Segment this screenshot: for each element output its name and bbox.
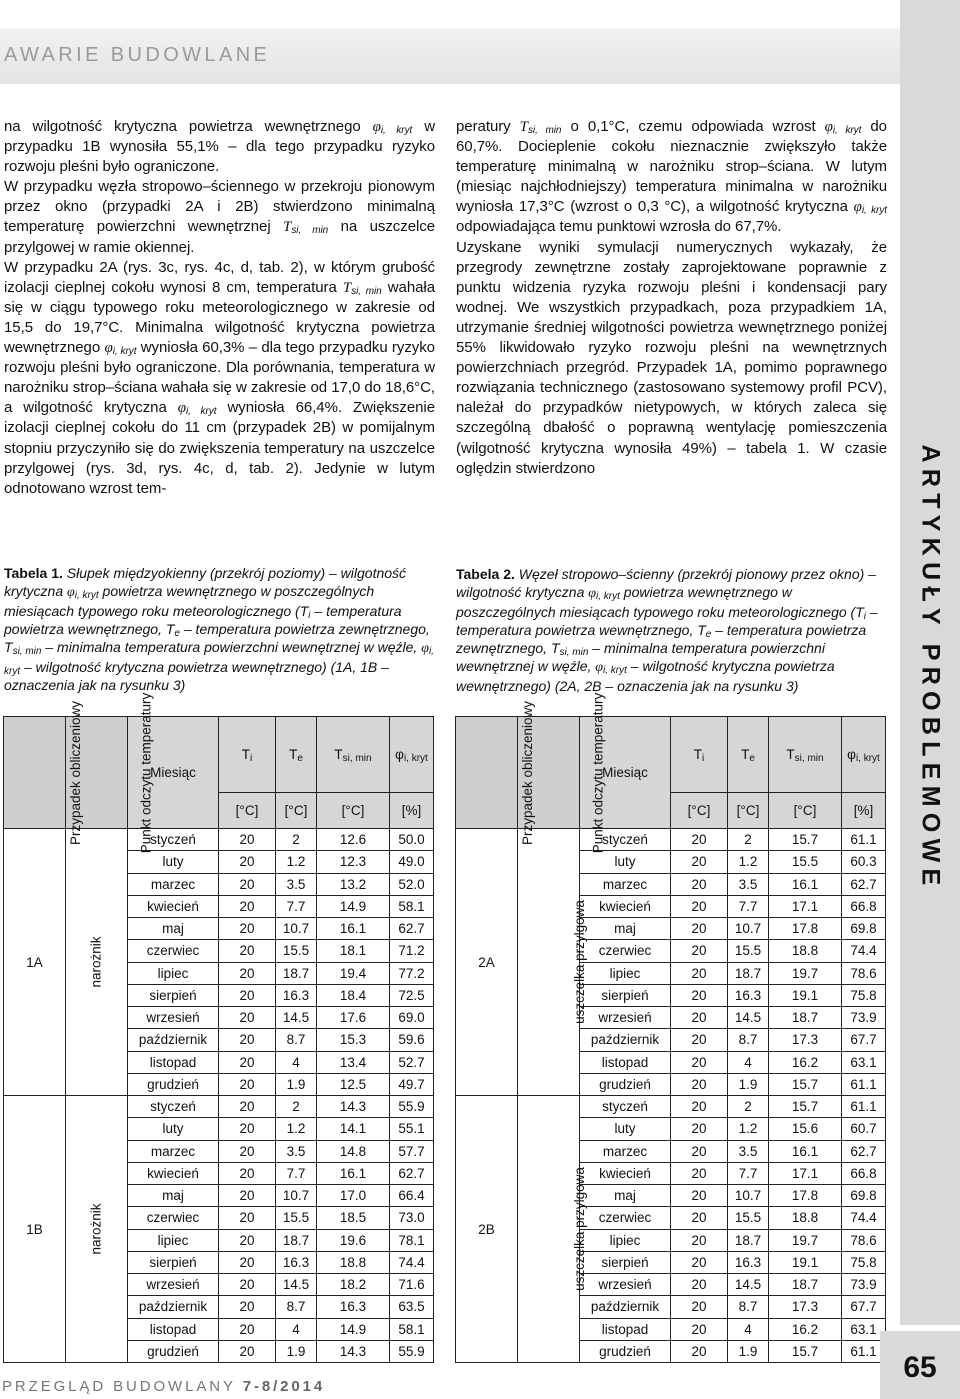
- header-symbol: $\varphi_{i, kryt}$: [390, 717, 434, 793]
- case-cell: 1B: [4, 1096, 66, 1363]
- value-cell: 8.7: [728, 1296, 769, 1318]
- value-cell: 16.3: [276, 1251, 317, 1273]
- case-cell: 2B: [456, 1096, 518, 1363]
- table2-caption: Tabela 2. Węzeł stropowo–ścienny (przekrój pionowy przez okno) – wilgotność krytyczna $\varphi_{i, kryt}$ powietrza wewnętrznego w poszczególnych miesiącach typowego roku meteorologicznego ($T_i$ – temperatura powietrza wewnętrznego, $T_e$ – temperatura powietrza zewnętrznego, $T_{si, min}$ – minimalna temperatura powierzchni wewnętrznej w węźle, $\varphi_{i, kryt}$ – wilgotność krytyczna powietrza wewnętrznego) (2A, 2B – oznaczenia jak na rysunku 3): [456, 566, 878, 694]
- month-cell: kwiecień: [580, 895, 671, 917]
- month-cell: marzec: [580, 873, 671, 895]
- value-cell: 20: [671, 1118, 728, 1140]
- value-cell: 18.7: [276, 962, 317, 984]
- value-cell: 20: [671, 873, 728, 895]
- value-cell: 20: [219, 895, 276, 917]
- value-cell: 20: [671, 1051, 728, 1073]
- month-cell: lipiec: [128, 962, 219, 984]
- section-title: AWARIE BUDOWLANE: [4, 44, 271, 66]
- value-cell: 16.1: [769, 873, 842, 895]
- month-cell: marzec: [580, 1140, 671, 1162]
- value-cell: 63.5: [390, 1296, 434, 1318]
- value-cell: 20: [671, 962, 728, 984]
- page-number: 65: [880, 1331, 960, 1399]
- value-cell: 19.7: [769, 1229, 842, 1251]
- value-cell: 18.7: [728, 1229, 769, 1251]
- point-cell: uszczelka przylgowa: [518, 829, 580, 1096]
- value-cell: 60.3: [842, 851, 886, 873]
- value-cell: 18.1: [317, 940, 390, 962]
- value-cell: 75.8: [842, 1251, 886, 1273]
- value-cell: 66.8: [842, 895, 886, 917]
- value-cell: 16.2: [769, 1051, 842, 1073]
- value-cell: 19.6: [317, 1229, 390, 1251]
- value-cell: 78.6: [842, 1229, 886, 1251]
- month-cell: październik: [580, 1029, 671, 1051]
- value-cell: 15.5: [728, 1207, 769, 1229]
- value-cell: 62.7: [390, 1162, 434, 1184]
- value-cell: 12.3: [317, 851, 390, 873]
- value-cell: 71.2: [390, 940, 434, 962]
- value-cell: 4: [276, 1318, 317, 1340]
- value-cell: 20: [671, 984, 728, 1006]
- value-cell: 20: [671, 940, 728, 962]
- value-cell: 17.3: [769, 1296, 842, 1318]
- value-cell: 7.7: [276, 1162, 317, 1184]
- value-cell: 19.4: [317, 962, 390, 984]
- value-cell: 61.1: [842, 1096, 886, 1118]
- month-cell: listopad: [580, 1051, 671, 1073]
- value-cell: 20: [671, 1296, 728, 1318]
- value-cell: 20: [219, 1029, 276, 1051]
- value-cell: 17.1: [769, 1162, 842, 1184]
- value-cell: 61.1: [842, 829, 886, 851]
- value-cell: 1.2: [276, 1118, 317, 1140]
- month-cell: październik: [128, 1296, 219, 1318]
- value-cell: 14.5: [276, 1007, 317, 1029]
- value-cell: 58.1: [390, 1318, 434, 1340]
- month-cell: marzec: [128, 1140, 219, 1162]
- value-cell: 69.8: [842, 918, 886, 940]
- value-cell: 20: [671, 829, 728, 851]
- month-cell: listopad: [128, 1318, 219, 1340]
- value-cell: 7.7: [276, 895, 317, 917]
- month-cell: listopad: [128, 1051, 219, 1073]
- value-cell: 58.1: [390, 895, 434, 917]
- value-cell: 15.5: [276, 940, 317, 962]
- header-unit: [°C]: [769, 793, 842, 829]
- value-cell: 20: [219, 1118, 276, 1140]
- header-symbol: $\varphi_{i, kryt}$: [842, 717, 886, 793]
- value-cell: 8.7: [728, 1029, 769, 1051]
- header-point: Punkt odczytu temperatury: [590, 692, 606, 853]
- header-month: Miesiąc: [150, 765, 196, 780]
- value-cell: 20: [219, 940, 276, 962]
- value-cell: 73.9: [842, 1007, 886, 1029]
- value-cell: 73.0: [390, 1207, 434, 1229]
- value-cell: 15.7: [769, 829, 842, 851]
- month-cell: lipiec: [580, 962, 671, 984]
- month-cell: kwiecień: [128, 895, 219, 917]
- value-cell: 62.7: [842, 1140, 886, 1162]
- table-row: [456, 1096, 886, 1118]
- value-cell: 14.5: [728, 1007, 769, 1029]
- value-cell: 20: [219, 1162, 276, 1184]
- value-cell: 20: [219, 1185, 276, 1207]
- value-cell: 7.7: [728, 895, 769, 917]
- value-cell: 60.7: [842, 1118, 886, 1140]
- header-unit: [°C]: [317, 793, 390, 829]
- month-cell: kwiecień: [128, 1162, 219, 1184]
- value-cell: 77.2: [390, 962, 434, 984]
- value-cell: 1.2: [276, 851, 317, 873]
- month-cell: czerwiec: [128, 940, 219, 962]
- value-cell: 1.9: [728, 1073, 769, 1095]
- value-cell: 67.7: [842, 1296, 886, 1318]
- header-case: Przypadek obliczeniowy: [520, 700, 536, 845]
- value-cell: 17.1: [769, 895, 842, 917]
- value-cell: 16.3: [276, 984, 317, 1006]
- value-cell: 74.4: [842, 1207, 886, 1229]
- value-cell: 15.5: [769, 851, 842, 873]
- value-cell: 3.5: [276, 1140, 317, 1162]
- paragraph: na wilgotność krytyczna powietrza wewnętrznego $\varphi_{i, kryt}$ w przypadku 1B wynosiła 55,1% – dla tego przypadku ryzyko rozwoju pleśni było ograniczone.: [4, 118, 435, 176]
- month-cell: wrzesień: [128, 1007, 219, 1029]
- paragraph: Uzyskane wyniki symulacji numerycznych wykazały, że przegrody zewnętrzne zostały zaprojektowane poprawnie z punktu widzenia ryzyka rozwoju pleśni i kondensacji pary wodnej. We wszystkich przypadkach, poza przypadkiem 1A, utrzymanie średniej wilgotności powietrza wewnętrznego poniżej 55% likwidowało ryzyko rozwoju pleśni na wewnętrznych powierzchniach przegród. Przypadek 1A, pomimo poprawnego rozwiązania technicznego (zastosowano systemowy profil PCV), należał do przypadków nietypowych, w których zaleca się szczególną dbałość o poprawną wentylację pomieszczenia (wilgotność krytyczna wynosiła 49%) – tabela 1. W czasie oględzin stwierdzono: [456, 238, 887, 477]
- value-cell: 20: [671, 918, 728, 940]
- month-cell: styczeń: [128, 1096, 219, 1118]
- value-cell: 7.7: [728, 1162, 769, 1184]
- value-cell: 13.4: [317, 1051, 390, 1073]
- month-cell: listopad: [580, 1318, 671, 1340]
- value-cell: 15.5: [276, 1207, 317, 1229]
- value-cell: 20: [219, 1229, 276, 1251]
- value-cell: 15.6: [769, 1118, 842, 1140]
- left-column: [4, 117, 435, 499]
- value-cell: 1.9: [276, 1340, 317, 1362]
- value-cell: 18.2: [317, 1274, 390, 1296]
- paragraph: W przypadku węzła stropowo–ściennego w przekroju pionowym przez okno (przypadki 2A i 2B) stwierdzono minimalną temperaturę powierzchni wewnętrznej $T_{si, min}$ na uszczelce przylgowej w ramie okiennej.: [4, 178, 436, 256]
- value-cell: 71.6: [390, 1274, 434, 1296]
- value-cell: 1.9: [728, 1340, 769, 1362]
- value-cell: 55.9: [390, 1340, 434, 1362]
- table2: [455, 692, 886, 1363]
- value-cell: 18.8: [769, 940, 842, 962]
- value-cell: 10.7: [276, 1185, 317, 1207]
- case-cell: 2A: [456, 829, 518, 1096]
- value-cell: 59.6: [390, 1029, 434, 1051]
- header-unit: [°C]: [219, 793, 276, 829]
- value-cell: 16.2: [769, 1318, 842, 1340]
- value-cell: 20: [219, 1274, 276, 1296]
- header-symbol: $T_e$: [276, 717, 317, 793]
- month-cell: wrzesień: [580, 1274, 671, 1296]
- value-cell: 20: [671, 895, 728, 917]
- value-cell: 14.5: [728, 1274, 769, 1296]
- value-cell: 16.1: [317, 1162, 390, 1184]
- value-cell: 1.2: [728, 1118, 769, 1140]
- value-cell: 20: [219, 851, 276, 873]
- value-cell: 20: [671, 1007, 728, 1029]
- value-cell: 20: [671, 1274, 728, 1296]
- month-cell: październik: [128, 1029, 219, 1051]
- month-cell: grudzień: [128, 1340, 219, 1362]
- value-cell: 49.7: [390, 1073, 434, 1095]
- value-cell: 14.3: [317, 1340, 390, 1362]
- value-cell: 20: [219, 1340, 276, 1362]
- value-cell: 2: [276, 829, 317, 851]
- value-cell: 20: [219, 1318, 276, 1340]
- value-cell: 20: [671, 1207, 728, 1229]
- month-cell: sierpień: [580, 1251, 671, 1273]
- value-cell: 20: [219, 1096, 276, 1118]
- value-cell: 66.4: [390, 1185, 434, 1207]
- header-unit: [%]: [842, 793, 886, 829]
- value-cell: 67.7: [842, 1029, 886, 1051]
- value-cell: 20: [671, 1185, 728, 1207]
- value-cell: 49.0: [390, 851, 434, 873]
- month-cell: styczeń: [580, 1096, 671, 1118]
- value-cell: 15.7: [769, 1340, 842, 1362]
- value-cell: 3.5: [728, 1140, 769, 1162]
- header-symbol: $T_i$: [219, 717, 276, 793]
- value-cell: 20: [671, 1251, 728, 1273]
- value-cell: 63.1: [842, 1051, 886, 1073]
- value-cell: 18.8: [317, 1251, 390, 1273]
- value-cell: 50.0: [390, 829, 434, 851]
- paragraph: W przypadku 2A (rys. 3c, rys. 4c, d, tab. 2), w którym grubość izolacji cieplnej cokołu wynosi 8 cm, temperatura $T_{si, min}$ wahała się w ciągu typowego roku meteorologicznego w zakresie od 15,5 do 19,7°C. Minimalna wilgotność krytyczna powietrza wewnętrznego $\varphi_{i, kryt}$ wyniosła 60,3% – dla tego przypadku ryzyko rozwoju pleśni było ograniczone. Dla porównania, temperatura w narożniku strop–ściana wahała się w zakresie od 17,0 do 18,6°C, a wilgotność krytyczna $\varphi_{i, kryt}$ wyniosła 66,4%. Zwiększenie izolacji cieplnej cokołu do 11 cm (przypadek 2B) w pomijalnym stopniu przyczyniło się do zwiększenia temperatury na uszczelce przylgowej (rys. 3d, rys. 4c, d, tab. 2). Jedynie w lutym odnotowano wzrost tem-: [4, 258, 435, 497]
- value-cell: 16.3: [317, 1296, 390, 1318]
- value-cell: 10.7: [728, 918, 769, 940]
- value-cell: 52.7: [390, 1051, 434, 1073]
- value-cell: 10.7: [276, 918, 317, 940]
- value-cell: 14.1: [317, 1118, 390, 1140]
- value-cell: 2: [728, 1096, 769, 1118]
- month-cell: czerwiec: [580, 940, 671, 962]
- value-cell: 73.9: [842, 1274, 886, 1296]
- value-cell: 18.4: [317, 984, 390, 1006]
- value-cell: 20: [671, 1140, 728, 1162]
- table-row: [4, 1096, 434, 1118]
- value-cell: 17.3: [769, 1029, 842, 1051]
- table1: [3, 692, 434, 1363]
- month-cell: grudzień: [580, 1340, 671, 1362]
- value-cell: 4: [728, 1051, 769, 1073]
- value-cell: 20: [219, 984, 276, 1006]
- month-cell: lipiec: [128, 1229, 219, 1251]
- value-cell: 72.5: [390, 984, 434, 1006]
- value-cell: 78.1: [390, 1229, 434, 1251]
- value-cell: 2: [276, 1096, 317, 1118]
- month-cell: grudzień: [580, 1073, 671, 1095]
- header-symbol: $T_i$: [671, 717, 728, 793]
- value-cell: 20: [219, 1140, 276, 1162]
- footer-journal: PRZEGLĄD BUDOWLANY 7-8/2014: [2, 1378, 326, 1395]
- value-cell: 16.3: [728, 984, 769, 1006]
- month-cell: sierpień: [128, 1251, 219, 1273]
- paragraph: peratury $T_{si, min}$ o 0,1°C, czemu odpowiada wzrost $\varphi_{i, kryt}$ do 60,7%. Docieplenie cokołu nieznacznie zwiększyło także temperaturę minimalną w narożniku strop–ściana. W lutym (miesiąc najchłodniejszy) temperatura minimalna w narożniku wyniosła 17,3°C (wzrost o 0,3 °C), a wilgotność krytyczna $\varphi_{i, kryt}$ odpowiadająca temu punktowi wzrosła do 67,7%.: [456, 118, 887, 236]
- value-cell: 18.7: [276, 1229, 317, 1251]
- value-cell: 13.2: [317, 873, 390, 895]
- value-cell: 12.6: [317, 829, 390, 851]
- value-cell: 2: [728, 829, 769, 851]
- value-cell: 20: [219, 873, 276, 895]
- value-cell: 61.1: [842, 1073, 886, 1095]
- value-cell: 20: [671, 1162, 728, 1184]
- value-cell: 55.1: [390, 1118, 434, 1140]
- value-cell: 78.6: [842, 962, 886, 984]
- sidebar-label: ARTYKUŁY PROBLEMOWE: [916, 444, 945, 892]
- value-cell: 18.7: [769, 1274, 842, 1296]
- right-column: [456, 117, 887, 479]
- value-cell: 19.7: [769, 962, 842, 984]
- month-cell: luty: [580, 1118, 671, 1140]
- value-cell: 62.7: [842, 873, 886, 895]
- value-cell: 20: [219, 918, 276, 940]
- header-symbol: $T_{si, min}$: [769, 717, 842, 793]
- value-cell: 20: [671, 1096, 728, 1118]
- value-cell: 74.4: [390, 1251, 434, 1273]
- month-cell: maj: [580, 918, 671, 940]
- value-cell: 8.7: [276, 1296, 317, 1318]
- month-cell: czerwiec: [580, 1207, 671, 1229]
- value-cell: 16.3: [728, 1251, 769, 1273]
- header-month: Miesiąc: [602, 765, 648, 780]
- month-cell: styczeń: [128, 829, 219, 851]
- month-cell: październik: [580, 1296, 671, 1318]
- value-cell: 12.5: [317, 1073, 390, 1095]
- value-cell: 15.3: [317, 1029, 390, 1051]
- value-cell: 18.5: [317, 1207, 390, 1229]
- value-cell: 17.8: [769, 1185, 842, 1207]
- month-cell: luty: [128, 851, 219, 873]
- month-cell: maj: [128, 1185, 219, 1207]
- point-cell: narożnik: [66, 829, 128, 1096]
- value-cell: 57.7: [390, 1140, 434, 1162]
- value-cell: 20: [219, 1007, 276, 1029]
- value-cell: 14.5: [276, 1274, 317, 1296]
- value-cell: 61.1: [842, 1340, 886, 1362]
- header-unit: [°C]: [276, 793, 317, 829]
- month-cell: maj: [580, 1185, 671, 1207]
- value-cell: 17.8: [769, 918, 842, 940]
- value-cell: 20: [219, 1051, 276, 1073]
- header-row: [456, 717, 886, 793]
- header-unit: [°C]: [671, 793, 728, 829]
- month-cell: marzec: [128, 873, 219, 895]
- value-cell: 20: [219, 829, 276, 851]
- value-cell: 69.0: [390, 1007, 434, 1029]
- header-point: Punkt odczytu temperatury: [138, 692, 154, 853]
- value-cell: 20: [219, 962, 276, 984]
- value-cell: 1.2: [728, 851, 769, 873]
- value-cell: 10.7: [728, 1185, 769, 1207]
- month-cell: sierpień: [128, 984, 219, 1006]
- month-cell: sierpień: [580, 984, 671, 1006]
- header-unit: [%]: [390, 793, 434, 829]
- value-cell: 20: [219, 1251, 276, 1273]
- value-cell: 4: [276, 1051, 317, 1073]
- value-cell: 18.7: [728, 962, 769, 984]
- month-cell: czerwiec: [128, 1207, 219, 1229]
- value-cell: 20: [219, 1207, 276, 1229]
- month-cell: styczeń: [580, 829, 671, 851]
- month-cell: luty: [580, 851, 671, 873]
- value-cell: 1.9: [276, 1073, 317, 1095]
- value-cell: 15.7: [769, 1073, 842, 1095]
- value-cell: 20: [671, 1229, 728, 1251]
- value-cell: 20: [671, 1029, 728, 1051]
- value-cell: 55.9: [390, 1096, 434, 1118]
- value-cell: 18.8: [769, 1207, 842, 1229]
- value-cell: 14.8: [317, 1140, 390, 1162]
- point-cell: narożnik: [66, 1096, 128, 1363]
- value-cell: 19.1: [769, 1251, 842, 1273]
- month-cell: lipiec: [580, 1229, 671, 1251]
- value-cell: 4: [728, 1318, 769, 1340]
- value-cell: 19.1: [769, 984, 842, 1006]
- value-cell: 62.7: [390, 918, 434, 940]
- month-cell: wrzesień: [580, 1007, 671, 1029]
- value-cell: 66.8: [842, 1162, 886, 1184]
- value-cell: 69.8: [842, 1185, 886, 1207]
- value-cell: 18.7: [769, 1007, 842, 1029]
- point-cell: uszczelka przylgowa: [518, 1096, 580, 1363]
- value-cell: 20: [219, 1296, 276, 1318]
- value-cell: 52.0: [390, 873, 434, 895]
- header-row: [4, 717, 434, 793]
- value-cell: 20: [671, 1073, 728, 1095]
- value-cell: 75.8: [842, 984, 886, 1006]
- value-cell: 3.5: [728, 873, 769, 895]
- month-cell: kwiecień: [580, 1162, 671, 1184]
- header-symbol: $T_{si, min}$: [317, 717, 390, 793]
- value-cell: 17.6: [317, 1007, 390, 1029]
- value-cell: 16.1: [317, 918, 390, 940]
- value-cell: 17.0: [317, 1185, 390, 1207]
- value-cell: 20: [671, 851, 728, 873]
- value-cell: 74.4: [842, 940, 886, 962]
- value-cell: 63.1: [842, 1318, 886, 1340]
- value-cell: 20: [671, 1340, 728, 1362]
- header-case: Przypadek obliczeniowy: [68, 700, 84, 845]
- value-cell: 20: [671, 1318, 728, 1340]
- month-cell: wrzesień: [128, 1274, 219, 1296]
- table1-caption: Tabela 1. Słupek międzyokienny (przekrój poziomy) – wilgotność krytyczna $\varphi_{i, kryt}$ powietrza wewnętrznego w poszczególnych miesiącach typowego roku meteorologicznego ($T_i$ – temperatura powietrza wewnętrznego, $T_e$ – temperatura powietrza zewnętrznego, $T_{si, min}$ – minimalna temperatura powierzchni wewnętrznej w węźle, $\varphi_{i, kryt}$ – wilgotność krytyczna powietrza wewnętrznego) (1A, 1B – oznaczenia jak na rysunku 3): [4, 565, 434, 693]
- value-cell: 3.5: [276, 873, 317, 895]
- value-cell: 14.9: [317, 895, 390, 917]
- value-cell: 14.3: [317, 1096, 390, 1118]
- month-cell: grudzień: [128, 1073, 219, 1095]
- header-symbol: $T_e$: [728, 717, 769, 793]
- value-cell: 8.7: [276, 1029, 317, 1051]
- value-cell: 16.1: [769, 1140, 842, 1162]
- value-cell: 15.5: [728, 940, 769, 962]
- value-cell: 14.9: [317, 1318, 390, 1340]
- month-cell: maj: [128, 918, 219, 940]
- value-cell: 20: [219, 1073, 276, 1095]
- header-unit: [°C]: [728, 793, 769, 829]
- month-cell: luty: [128, 1118, 219, 1140]
- case-cell: 1A: [4, 829, 66, 1096]
- value-cell: 15.7: [769, 1096, 842, 1118]
